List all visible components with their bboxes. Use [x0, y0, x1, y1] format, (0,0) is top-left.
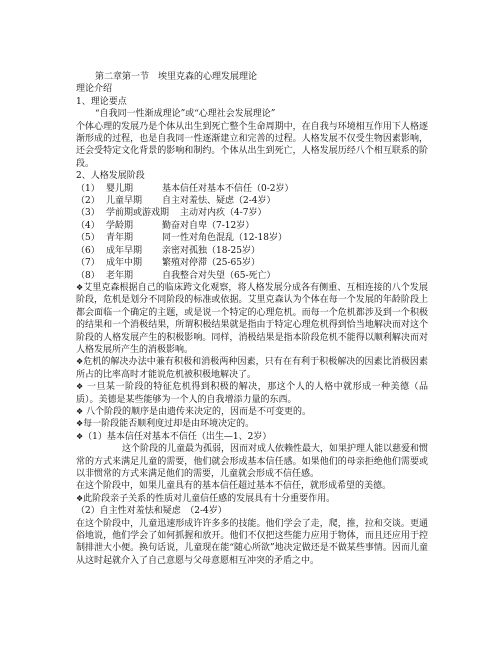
diamond-bullet-icon: ❖ [76, 406, 84, 416]
bullet-text: 每一阶段能否顺利度过却是由环境决定的。 [83, 419, 255, 430]
stage-number: （7） [76, 258, 100, 269]
intro-heading: 理论介绍 [76, 84, 113, 95]
stage-name: 老年期 [106, 270, 134, 281]
stage1-paragraph-b: 在这个阶段中，如果儿童具有的基本信任超过基本不信任，就形成希望的美德。 [76, 481, 392, 492]
diamond-bullet-icon: ❖ [76, 493, 84, 503]
bullet-text: 危机的解决办法中兼有积极和消极两种因素，只有在有利于积极解决的因素比消极因素所占的比率高时才能说危机被积极地解决了。 [76, 357, 428, 380]
document-body [76, 71, 428, 567]
doc-title: 第二章第一节 埃里克森的心理发展理论 [95, 72, 258, 82]
diamond-bullet-icon: ❖ [76, 357, 84, 367]
stage-number: （4） [76, 220, 100, 231]
diamond-bullet-icon: ❖ [76, 431, 84, 441]
stage-row [76, 207, 428, 219]
section2-heading: 2、人格发展阶段 [76, 171, 145, 182]
stage-name: 婴儿期 [106, 183, 134, 194]
stage-number: （6） [76, 245, 100, 256]
diamond-bullet-icon: ❖ [76, 419, 84, 429]
stage-row [76, 220, 428, 232]
stage-name: 成年早期 [106, 245, 143, 256]
bullet-text: 八个阶段的顺序是由遗传来决定的，因而是不可变更的。 [83, 406, 312, 417]
bullet-text: （1）基本信任对基本不信任（出生—1、2岁） [83, 431, 272, 442]
diamond-bullet-icon: ❖ [76, 382, 84, 392]
stage2-heading: （2）自主性对羞怯和疑虑 （2-4岁） [76, 506, 227, 517]
stage-row [76, 195, 428, 207]
stage-number: （2） [76, 196, 100, 207]
stage-name: 青年期 [106, 233, 134, 244]
quote-line: “自我同一性渐成理论”或“心理社会发展理论” [95, 109, 276, 120]
stage1-paragraph-a: 这个阶段的儿童最为孤弱，因而对成人依赖性最大，如果护理人能以慈爱和惯常的方式来满足儿童的需要，他们就会形成基本信任感。如果他们的母亲拒绝他们需要或以非惯常的方式来满足他们的需要，儿童就会形成不信任感。 [76, 444, 429, 479]
stage-name: 成年中期 [106, 258, 143, 269]
bullet-paragraph [76, 418, 428, 430]
stage-row [76, 270, 428, 282]
stage-row [76, 257, 428, 269]
stage2-paragraph: 在这个阶段中，儿童迅速形成许许多多的技能。他们学会了走，爬，推，拉和交谈。更通俗地说，他们学会了如何抓握和放开。他们不仅把这些能力应用于物体，而且还应用于控制排泄大小便。换句话说，儿童现在能“随心所欲”地决定做还是不做某些事情。因而儿童从这时起就介入了自己意愿与父母意愿相互冲突的矛盾之中。 [76, 518, 428, 566]
paragraph-1: 个体心理的发展乃是个体从出生到死亡整个生命周期中，在自我与环境相互作用下人格逐渐形成的过程，也是自我同一性逐渐建立和完善的过程。人格发展不仅受生物因素影响，还会受特定文化背景的影响和制约。个体从出生到死亡，人格发展历经八个相互联系的阶段。 [76, 121, 428, 169]
stage-number: （8） [76, 270, 100, 281]
bullet-paragraph [76, 493, 428, 505]
bullet-paragraph [76, 406, 428, 418]
stage-number: （1） [76, 183, 100, 194]
stage-name: 学前期或游戏期 [106, 208, 170, 219]
section1-heading: 1、理论要点 [76, 96, 127, 107]
diamond-bullet-icon: ❖ [76, 282, 84, 292]
bullet-paragraph [76, 381, 428, 406]
bullet-text: 艾里克森根据自己的临床跨文化观察，将人格发展分成各有侧重、互相连接的八个发展阶段，危机是划分不同阶段的标准或依据。艾里克森认为个体在每一个发展的年龄阶段上都会面临一个确定的主题，或是说一个特定的心理危机。而每一个危机都涉及到一个积极的结果和一个消极结果，所谓积极结果就是指由于特定心理危机得到恰当地解决而对这个阶段的人格发展产生的积极影响。同样，消极结果是指本阶段危机不能得以顺利解决而对人格发展所产生的消极影响。 [76, 282, 428, 355]
stage-name: 学龄期 [106, 220, 134, 231]
bullet-paragraph [76, 282, 428, 356]
stage-conflict: 同一性对角色混乱（12-18岁） [162, 233, 287, 244]
stage-conflict: 勤奋对自卑（7-12岁） [162, 220, 255, 231]
stage-conflict: 自主对羞怯、疑虑（2-4岁） [162, 196, 276, 207]
stage-conflict: 主动对内疚（4-7岁） [180, 208, 267, 219]
stage-number: （5） [76, 233, 100, 244]
stage-name: 儿童早期 [106, 196, 143, 207]
stage-conflict: 繁殖对停滞（25-65岁） [162, 258, 260, 269]
stage-conflict: 基本信任对基本不信任（0-2岁） [162, 183, 294, 194]
stage-conflict: 自我整合对失望（65-死亡） [162, 270, 276, 281]
stage-row [76, 183, 428, 195]
stage-number: （3） [76, 208, 100, 219]
bullet-paragraph [76, 431, 428, 443]
bullet-paragraph [76, 356, 428, 381]
bullet-text: 此阶段亲子关系的性质对儿童信任感的发展具有十分重要作用。 [83, 493, 336, 504]
bullet-text: 一旦某一阶段的特征危机得到积极的解决，那这个人的人格中就形成一种美德（品质）。美德是某些能够为一个人的自我增添力量的东西。 [76, 382, 429, 405]
stage-conflict: 亲密对孤独（18-25岁） [162, 245, 260, 256]
stage-row [76, 245, 428, 257]
stage-row [76, 232, 428, 244]
